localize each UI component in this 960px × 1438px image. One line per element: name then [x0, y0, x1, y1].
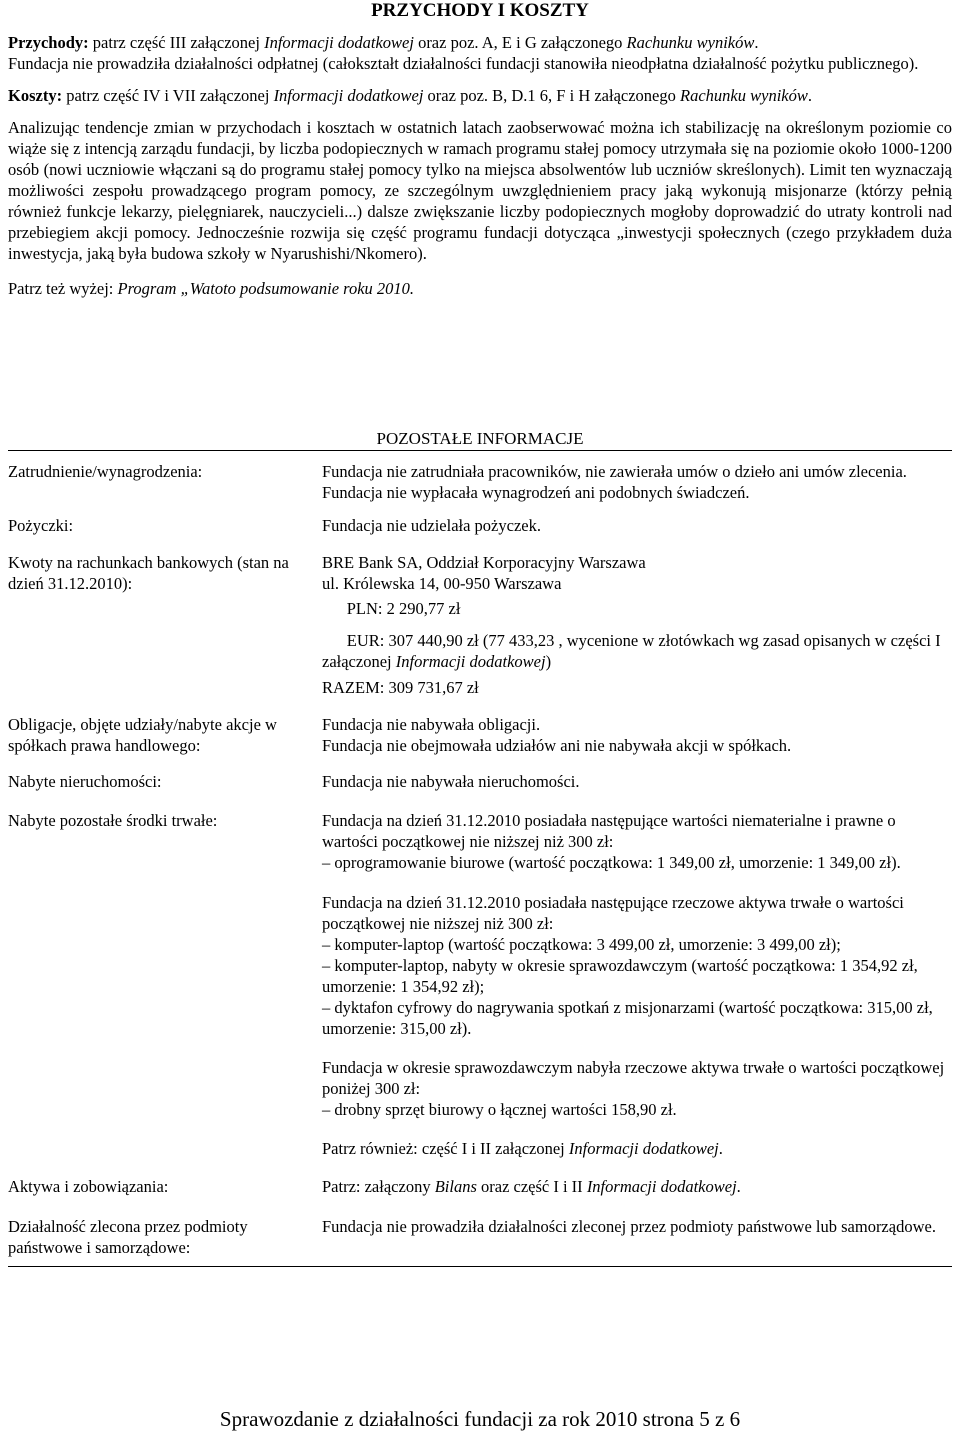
- row-value: BRE Bank SA, Oddział Korporacyjny Warszawa ul. Królewska 14, 00-950 Warszawa PLN: 2 290,77 zł EUR: 307 440,90 zł (77 433,23 , wycenione w złotówkach wg zasad opisanych w części I załączonej Informacji dodatkowej) RAZEM: 309 731,67 zł: [308, 552, 952, 698]
- row-value: Fundacja na dzień 31.12.2010 posiadała następujące wartości niematerialne i prawne o wartości początkowej nie niższej niż 300 zł: – oprogramowanie biurowe (wartość początkowa: 1 349,00 zł, umorzenie: 1 349,00 zł). Fundacja na dzień 31.12.2010 posiadała następujące rzeczowe aktywa trwałe o wartości początkowej nie niższej niż 300 zł: – komputer-laptop (wartość początkowa: 3 499,00 zł, umorzenie: 3 499,00 zł); – komputer-laptop, nabyty w okresie sprawozdawczym (wartość początkowa: 1 354,92 zł, umorzenie: 1 354,92 zł); – dyktafon cyfrowy do nagrywania spotkań z misjonarzami (wartość początkowa: 315,00 zł, umorzenie: 315,00 zł). Fundacja w okresie sprawozdawczym nabyła rzeczowe aktywa trwałe o wartości początkowej poniżej 300 zł: – drobny sprzęt biurowy o łącznej wartości 158,90 zł. Patrz również: część I i II załączonej Informacji dodatkowej.: [322, 811, 945, 1158]
- costs-section: [8, 85, 952, 106]
- other-info-table: [8, 450, 952, 1267]
- revenue-note: Fundacja nie prowadziła działalności odpłatnej (całokształt działalności fundacji stanowiła nieodpłatna działalność pożytku publicznego).: [8, 54, 919, 73]
- row-real-estate: [8, 771, 952, 792]
- row-label: Kwoty na rachunkach bankowych (stan na dzień 31.12.2010):: [8, 553, 289, 593]
- costs-label: Koszty:: [8, 86, 63, 105]
- bank-eur: EUR: 307 440,90 zł (77 433,23 , wycenione w złotówkach wg zasad opisanych w części I załączonej Informacji dodatkowej): [322, 631, 941, 671]
- row-label: Nabyte nieruchomości:: [8, 772, 162, 791]
- revenue-paragraph: Przychody: patrz część III załączonej Informacji dodatkowej oraz poz. A, E i G załączonego Rachunku wyników.: [8, 33, 759, 52]
- row-bonds: [8, 714, 952, 756]
- see-also-section: [8, 278, 952, 299]
- document-page: [8, 0, 952, 1431]
- row-label: Pożyczki:: [8, 516, 74, 535]
- bank-total: RAZEM: 309 731,67 zł: [322, 678, 479, 697]
- other-info-heading: POZOSTAŁE INFORMACJE: [376, 429, 584, 448]
- costs-paragraph: Koszty: patrz część IV i VII załączonej Informacji dodatkowej oraz poz. B, D.1 6, F i H załączonego Rachunku wyników.: [8, 86, 812, 105]
- revenue-section: [8, 32, 952, 74]
- row-fixed-assets: [8, 810, 952, 1159]
- row-value: Fundacja nie zatrudniała pracowników, nie zawierała umów o dzieło ani umów zlecenia. Fundacja nie wypłacała wynagrodzeń ani podobnych świadczeń.: [322, 462, 907, 502]
- row-label: Zatrudnienie/wynagrodzenia:: [8, 462, 203, 481]
- analysis-paragraph: Analizując tendencje zmian w przychodach i kosztach w ostatnich latach zaobserwować można ich stabilizację na określonym poziomie co wiąże się z intencją zarządu fundacji, by liczba podopiecznych w ramach programu stałej pomocy utrzymała się na poziomie około 1000-1200 osób (nowi uczniowie włączani są do programu stałej pomocy tylko na miejsca absolwentów lub uczniów skreślonych). Limit ten wyznaczają możliwości zespołu prowadzącego program pomocy, ze szczególnym uwzględnieniem pracy jaką wykonują misjonarze (którzy pełnią również funkcje lekarzy, pielęgniarek, nauczycieli...) dalsze zwiększanie liczby podopiecznych mogłoby doprowadzić do utraty kontroli nad przebiegiem akcji pomocy. Jednocześnie rozwija się część programu fundacji dotycząca „inwestycji społecznych (czego przykładem duża inwestycja, jaką była budowa szkoły w Nyarushishi/Nkomero).: [8, 118, 952, 263]
- row-value: Fundacja nie prowadziła działalności zleconej przez podmioty państwowe lub samorządowe.: [322, 1217, 936, 1236]
- revenue-label: Przychody:: [8, 33, 89, 52]
- row-value: Fundacja nie nabywała obligacji. Fundacja nie obejmowała udziałów ani nie nabywała akcji w spółkach.: [322, 715, 792, 755]
- row-loans: [8, 515, 952, 536]
- page-footer: Sprawozdanie z działalności fundacji za rok 2010 strona 5 z 6: [219, 1407, 741, 1431]
- row-bank-accounts: [8, 552, 952, 698]
- row-value: Fundacja nie nabywała nieruchomości.: [322, 772, 580, 791]
- row-employment: [8, 451, 952, 503]
- bank-pln: PLN: 2 290,77 zł: [346, 599, 461, 618]
- row-assets-liabilities: [8, 1176, 952, 1197]
- page-title: PRZYCHODY I KOSZTY: [371, 0, 589, 21]
- row-label: Aktywa i zobowiązania:: [8, 1177, 169, 1196]
- analysis-section: [8, 117, 952, 264]
- row-value: Patrz: załączony Bilans oraz część I i II Informacji dodatkowej.: [322, 1177, 741, 1196]
- row-label: Nabyte pozostałe środki trwałe:: [8, 811, 218, 830]
- row-commissioned-activity: [8, 1216, 952, 1266]
- row-value: Fundacja nie udzielała pożyczek.: [322, 516, 541, 535]
- row-label: Obligacje, objęte udziały/nabyte akcje w spółkach prawa handlowego:: [8, 715, 277, 755]
- see-also-paragraph: Patrz też wyżej: Program „Watoto podsumowanie roku 2010.: [8, 279, 415, 298]
- row-label: Działalność zlecona przez podmioty państwowe i samorządowe:: [8, 1217, 248, 1257]
